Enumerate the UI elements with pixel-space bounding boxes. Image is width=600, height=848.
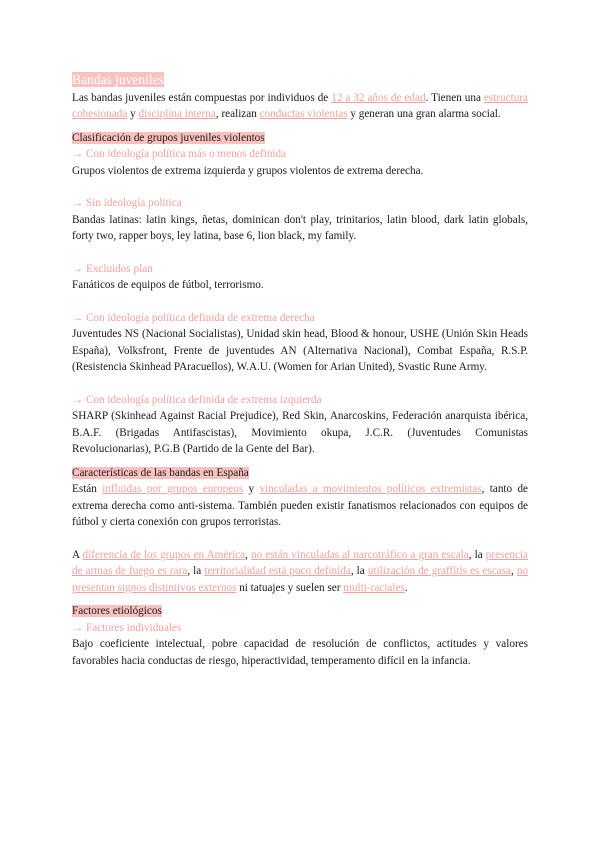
subsection-text: Bandas latinas: latin kings, ñetas, dominican don't play, trinitarios, latin blood, dark latin globals, forty two, rapper boys, ley latina, base 6, lion black, my family. (72, 213, 528, 242)
subsection-label: → Con ideología política definida de extrema derecha (72, 311, 315, 324)
subsection-text: Juventudes NS (Nacional Socialistas), Unidad skin head, Blood & honour, USHE (Unión Skin Heads España), Volksfront, Frente de juventudes AN (Alternativa Nacional), Combat España, R.S.P. (Resistencia Skinhead PAracuellos), W.A.U. (Women for Arian United), Svastic Rune Army. (72, 328, 528, 373)
keyword-violence: conductas violentas (259, 108, 348, 120)
section-heading: Clasificación de grupos juveniles violentos (72, 131, 265, 144)
subsection-text: SHARP (Skinhead Against Racial Prejudice), Red Skin, Anarcoskins, Federación anarquista ibérica, B.A.F. (Brigadas Antifascistas), Movimiento okupa, J.C.R. (Juventudes Comunistas Revolucionarias), P.G.B (Partido de la Gente del Bar). (72, 410, 528, 455)
subsection-text: Bajo coeficiente intelectual, pobre capacidad de resolución de conflictos, actitudes y valores favorables hacia conductas de riesgo, hiperactividad, temperamento difícil en la infancia. (72, 638, 528, 667)
keyword-discipline: disciplina interna (138, 108, 216, 120)
subsection-text: Grupos violentos de extrema izquierda y grupos violentos de extrema derecha. (72, 164, 424, 177)
section-factores (72, 603, 528, 669)
keyword-age: 12 a 32 años de edad (331, 91, 426, 104)
keyword-structure: estructura cohesionada (72, 91, 528, 120)
section-clasificacion (72, 130, 528, 458)
subsection-label: → Excluidos plan (72, 262, 153, 275)
subsection-label: → Con ideología política definida de extrema izquierda (72, 393, 322, 406)
subsection-text: Fanáticos de equipos de fútbol, terrorismo. (72, 279, 264, 291)
subsection-label: → Con ideología política más o menos definida (72, 148, 287, 160)
subsection-label: → Sin ideología política (72, 197, 182, 209)
caracteristicas-paragraph-1: Están influidas por grupos europeos y vinculadas a movimientos políticos extremistas, tanto de extrema derecha como anti-sistema. También pueden existir fanatismos relacionados con equipos de fútbol y cierta conexión con grupos terroristas. (72, 483, 529, 528)
section-caracteristicas (72, 465, 528, 597)
section-heading: Características de las bandas en España (72, 466, 249, 479)
page-title: Bandas juveniles (72, 72, 164, 87)
intro-paragraph: Las bandas juveniles están compuestas por individuos de 12 a 32 años de edad. Tienen una estructura cohesionada y disciplina interna, realizan conductas violentas y generan una gran alarma social. (72, 91, 528, 120)
section-heading: Factores etiológicos (72, 605, 162, 617)
subsection-label: → Factores individuales (72, 621, 182, 634)
document-body (72, 72, 528, 669)
caracteristicas-paragraph-2: A diferencia de los grupos en América, no están vinculadas al narcotráfico a gran escala, la presencia de armas de fuego es rara, la territorialidad está poco definida, la utilización de graffitis es escasa, no presentan signos distintivos externos ni tatuajes y suelen ser multi-raciales. (72, 548, 529, 594)
